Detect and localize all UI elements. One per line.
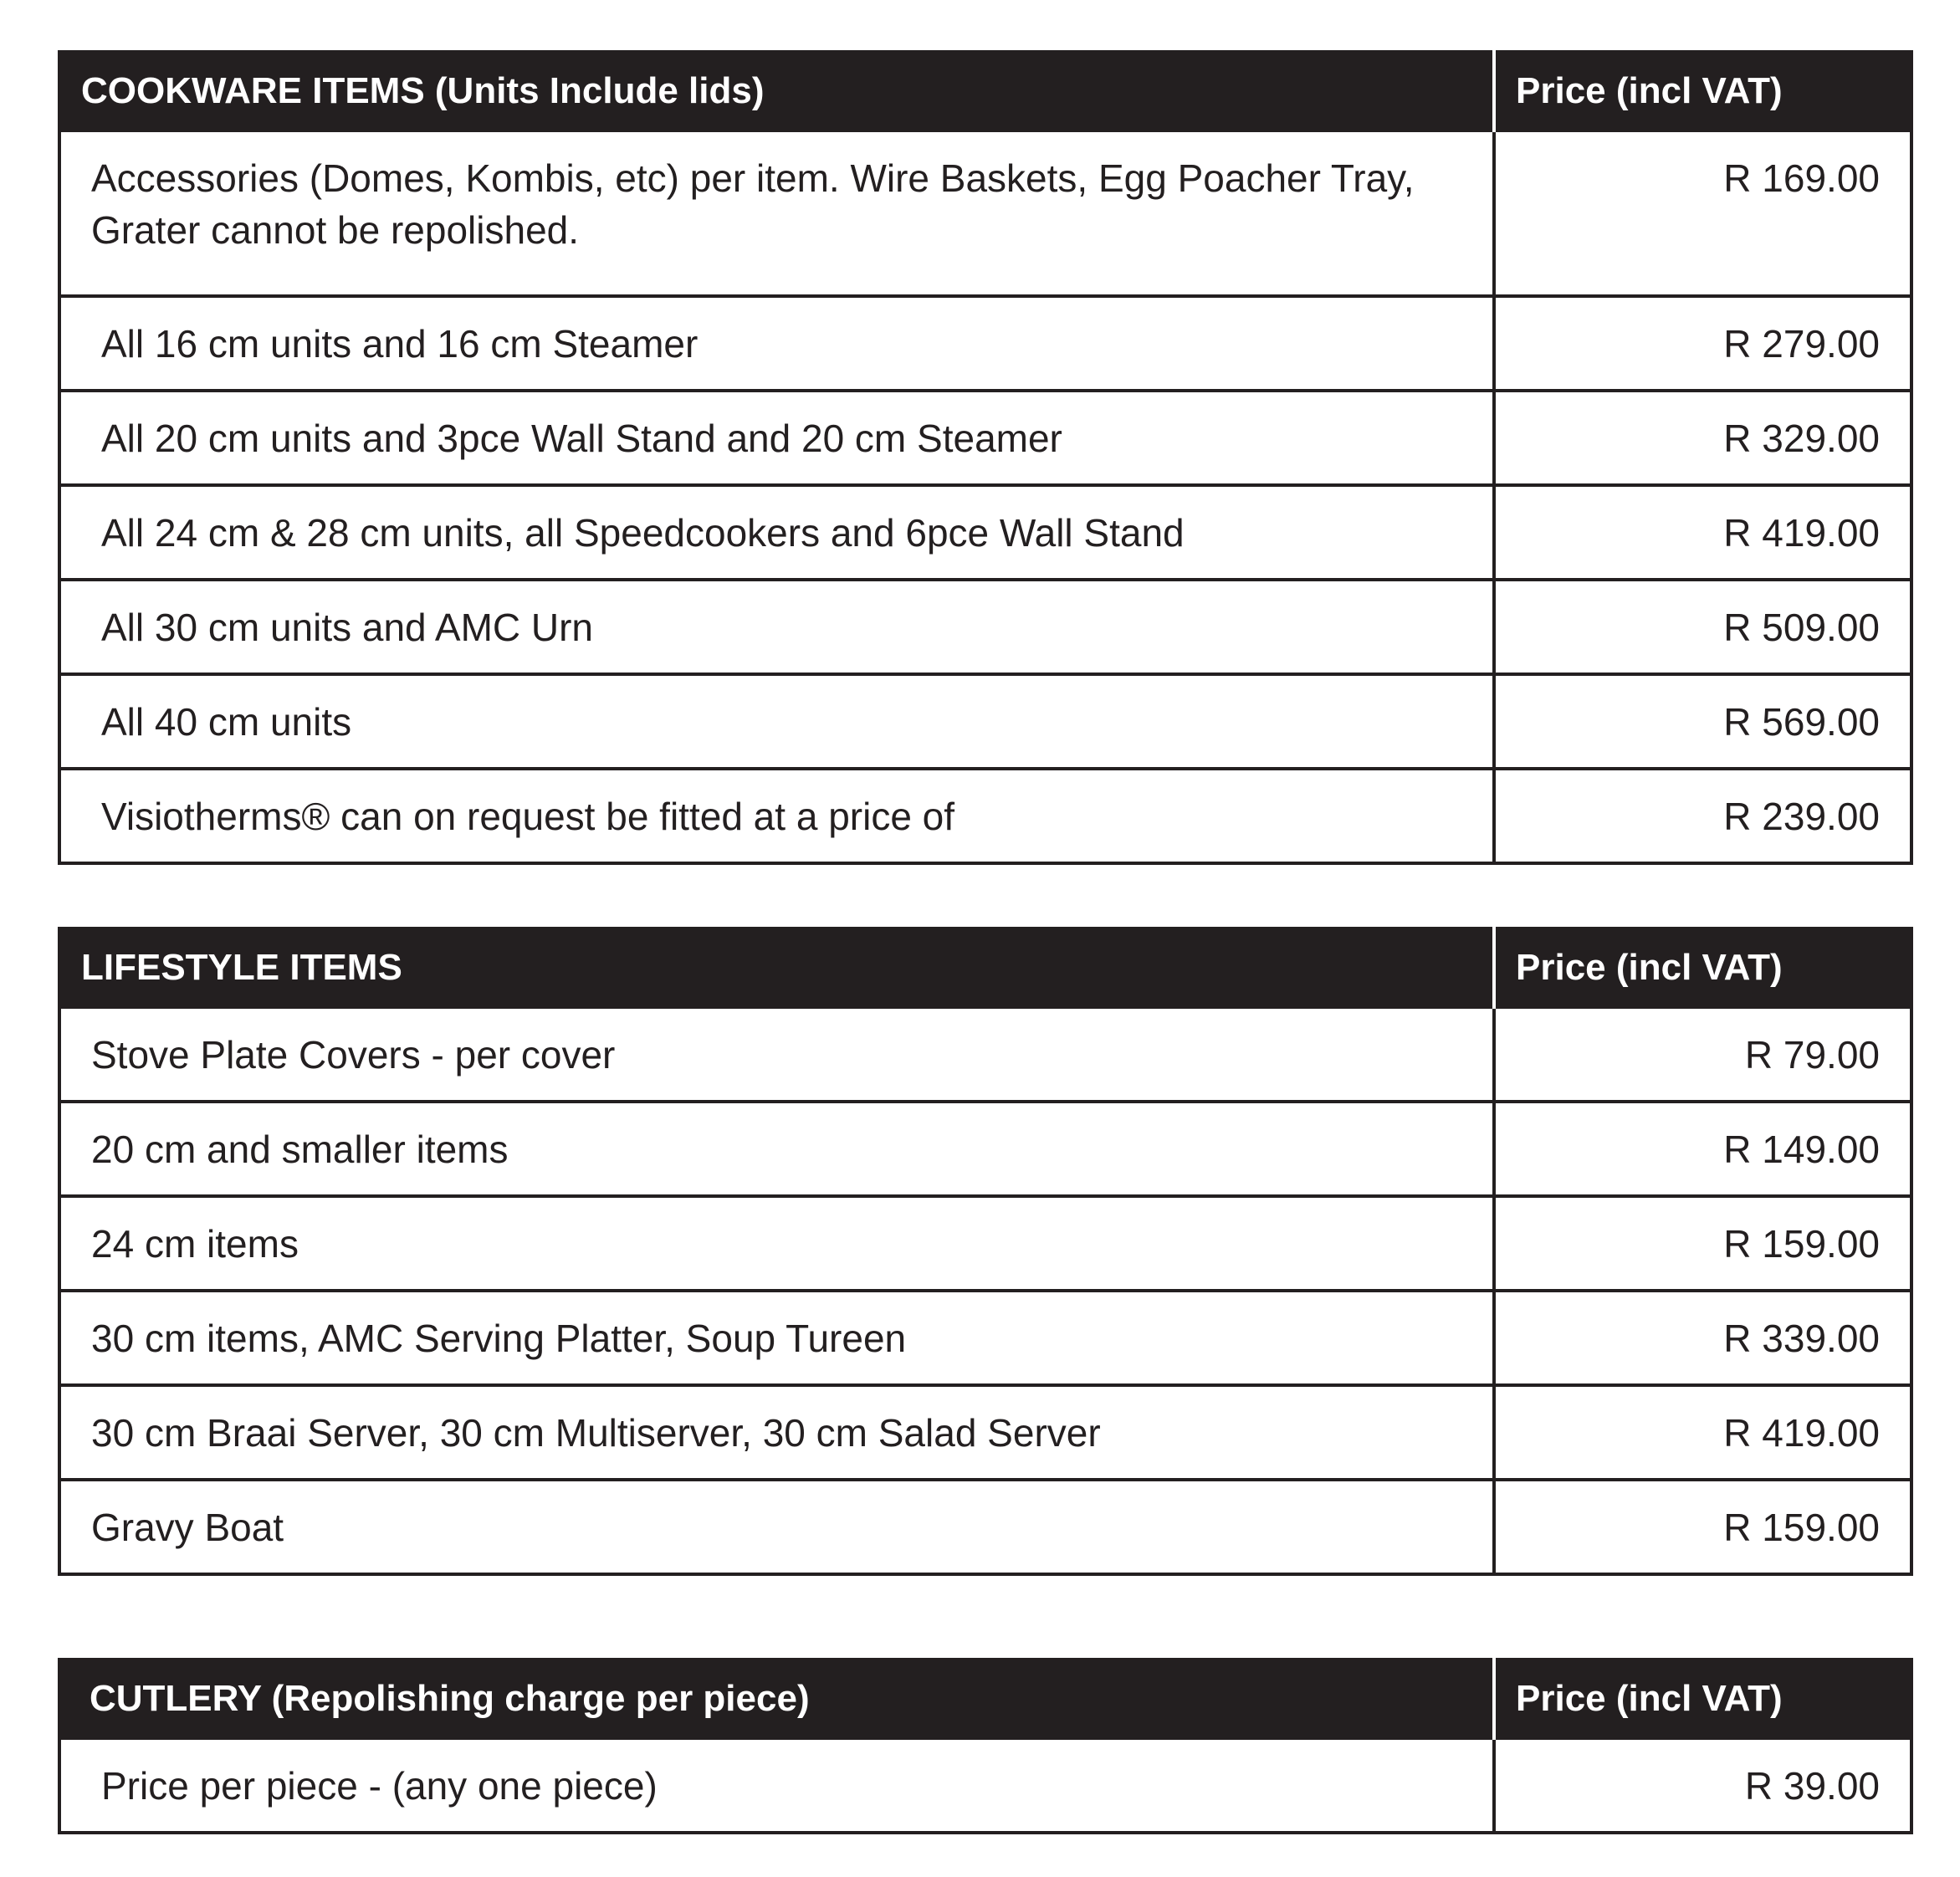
item-description: All 16 cm units and 16 cm Steamer [59, 296, 1494, 391]
item-description: All 40 cm units [59, 674, 1494, 769]
item-description: All 30 cm units and AMC Urn [59, 580, 1494, 674]
item-price: R 169.00 [1494, 130, 1911, 296]
item-price: R 329.00 [1494, 391, 1911, 485]
table-row [59, 1480, 1911, 1574]
item-price: R 39.00 [1494, 1738, 1911, 1833]
table-row [59, 391, 1911, 485]
item-description: All 24 cm & 28 cm units, all Speedcookers and 6pce Wall Stand [59, 485, 1494, 580]
cookware-price-table [58, 50, 1913, 865]
table-row [59, 1007, 1911, 1102]
table-row [59, 1196, 1911, 1291]
item-price: R 79.00 [1494, 1007, 1911, 1102]
table-header-row [59, 52, 1911, 130]
table-header-row [59, 928, 1911, 1007]
item-description: 20 cm and smaller items [59, 1102, 1494, 1196]
item-price: R 159.00 [1494, 1480, 1911, 1574]
lifestyle-price-heading: Price (incl VAT) [1494, 928, 1911, 1007]
cookware-heading: COOKWARE ITEMS (Units Include lids) [59, 52, 1494, 130]
item-description: All 20 cm units and 3pce Wall Stand and 20 cm Steamer [59, 391, 1494, 485]
item-description: 30 cm Braai Server, 30 cm Multiserver, 30 cm Salad Server [59, 1385, 1494, 1480]
lifestyle-heading: LIFESTYLE ITEMS [59, 928, 1494, 1007]
table-row [59, 674, 1911, 769]
table-row [59, 130, 1911, 296]
item-description: 30 cm items, AMC Serving Platter, Soup Tureen [59, 1291, 1494, 1385]
item-description: 24 cm items [59, 1196, 1494, 1291]
table-header-row [59, 1660, 1911, 1738]
item-price: R 509.00 [1494, 580, 1911, 674]
table-row [59, 769, 1911, 863]
item-description: Price per piece - (any one piece) [59, 1738, 1494, 1833]
item-price: R 419.00 [1494, 485, 1911, 580]
item-price: R 339.00 [1494, 1291, 1911, 1385]
item-price: R 279.00 [1494, 296, 1911, 391]
cutlery-price-heading: Price (incl VAT) [1494, 1660, 1911, 1738]
cutlery-heading: CUTLERY (Repolishing charge per piece) [59, 1660, 1494, 1738]
table-row [59, 296, 1911, 391]
cookware-price-heading: Price (incl VAT) [1494, 52, 1911, 130]
table-row [59, 485, 1911, 580]
table-row [59, 580, 1911, 674]
table-row [59, 1385, 1911, 1480]
table-row [59, 1738, 1911, 1833]
table-row [59, 1102, 1911, 1196]
lifestyle-price-table [58, 927, 1913, 1576]
table-row [59, 1291, 1911, 1385]
item-price: R 569.00 [1494, 674, 1911, 769]
item-description: Gravy Boat [59, 1480, 1494, 1574]
item-description: Visiotherms® can on request be fitted at a price of [59, 769, 1494, 863]
item-price: R 149.00 [1494, 1102, 1911, 1196]
item-price: R 159.00 [1494, 1196, 1911, 1291]
cutlery-price-table [58, 1658, 1913, 1834]
item-price: R 239.00 [1494, 769, 1911, 863]
item-description: Accessories (Domes, Kombis, etc) per item. Wire Baskets, Egg Poacher Tray, Grater cannot be repolished. [59, 130, 1494, 296]
item-price: R 419.00 [1494, 1385, 1911, 1480]
item-description: Stove Plate Covers - per cover [59, 1007, 1494, 1102]
